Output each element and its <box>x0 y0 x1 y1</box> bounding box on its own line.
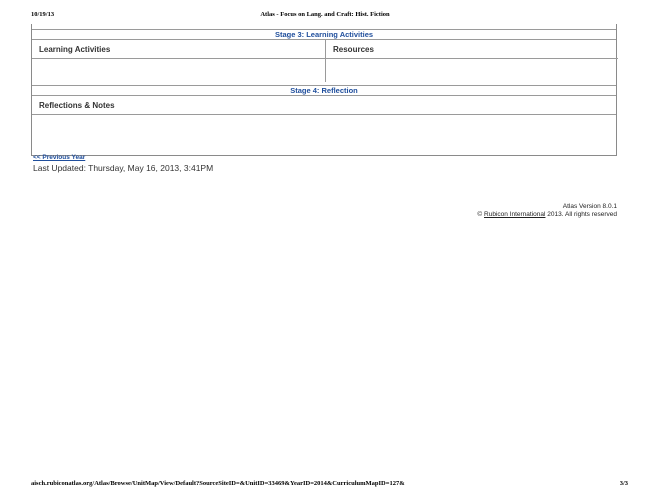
print-header <box>0 11 650 21</box>
column-divider <box>325 40 326 82</box>
stage-4-heading: Stage 4: Reflection <box>32 85 616 96</box>
atlas-version: Atlas Version 8.0.1 <box>562 203 617 210</box>
print-title: Atlas - Focus on Lang. and Craft: Hist. Fiction <box>260 11 390 18</box>
rights-text: 2013. All rights reserved <box>547 211 617 218</box>
rubicon-link[interactable]: Rubicon International <box>484 211 546 218</box>
print-date: 10/19/13 <box>31 11 55 18</box>
last-updated-text: Last Updated: Thursday, May 16, 2013, 3:41PM <box>33 163 214 173</box>
copyright-icon: © <box>477 211 483 218</box>
copyright-line <box>477 211 617 218</box>
learning-activities-cell <box>32 59 325 82</box>
learning-activities-heading: Learning Activities <box>32 40 325 59</box>
print-footer-url: aisch.rubiconatlas.org/Atlas/Browse/UnitMap/View/Default?SourceSiteID=&UnitID=33469&YearID=2014&CurriculumMapID=127& <box>31 480 405 487</box>
reflections-notes-heading: Reflections & Notes <box>32 96 616 115</box>
resources-heading: Resources <box>326 40 618 59</box>
unit-map-table <box>31 24 617 156</box>
reflections-notes-cell <box>32 115 616 155</box>
previous-year-link[interactable]: << Previous Year <box>33 154 86 161</box>
stage-3-heading: Stage 3: Learning Activities <box>32 29 616 40</box>
page-number: 3/3 <box>619 480 628 487</box>
resources-cell <box>326 59 618 82</box>
